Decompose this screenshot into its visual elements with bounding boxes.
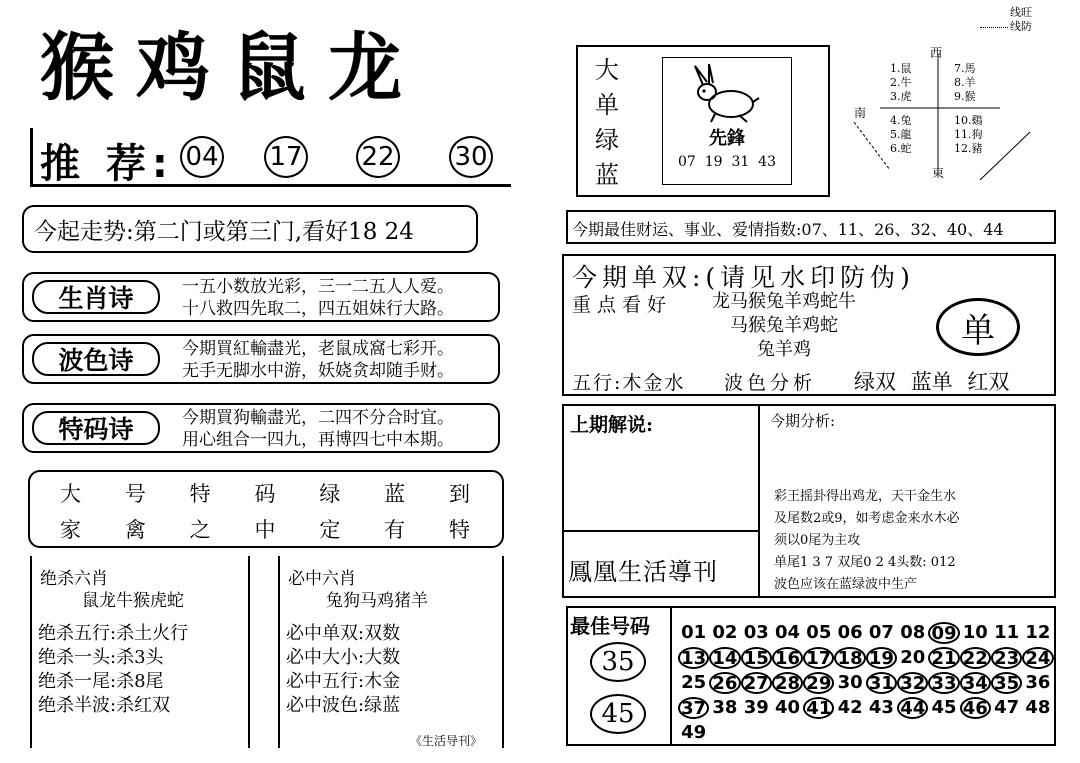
last-title: 上期解说: [570,414,654,436]
compass-east: 東 [932,166,945,180]
slogan-char: 到 [448,482,470,506]
zodiac-item: 12.豬 [954,142,983,155]
ball-number: 03 [743,622,769,643]
ball-number: 49 [681,722,707,743]
zodiac-item: 3.虎 [890,90,912,103]
odd-even-header: 今期单双:(请见水印防伪) [572,263,915,292]
compass-left-top [890,62,912,104]
slogan-char: 特 [189,482,211,506]
compass-legend [1010,6,1032,34]
analysis-line: 单尾1 3 7 双尾0 2 4头数: 012 [774,555,956,570]
zodiac-item: 8.羊 [954,76,976,89]
trend-text: 今起走势:第二门或第三门,看好18 24 [34,218,414,245]
ball-number-circled: 15 [741,647,772,669]
slogan-box [28,470,504,548]
slogan-char: 号 [124,482,146,506]
compass-right-top [954,62,976,104]
slogan-char: 有 [384,518,406,542]
ball-grid [678,620,1056,745]
sure-value: 大数 [364,647,401,668]
kill-six-title: 绝杀六肖 [40,569,108,589]
kill-value: 杀3头 [116,647,164,668]
ball-number: 39 [743,697,769,718]
zodiac-item: 5.龍 [890,128,912,141]
poem-box-color [22,334,500,384]
sure-six-title: 必中六肖 [288,569,356,589]
zodiac-item: 7.馬 [954,62,976,75]
wave-values [854,366,1009,396]
sure-value: 双数 [364,623,401,644]
recommend-number: 30 [449,136,493,178]
wave-label: 波色分析 [724,372,817,394]
kill-key: 绝杀一尾: [38,671,117,692]
legend-line [980,27,1008,28]
poem-tag: 生肖诗 [32,280,160,314]
focus-label: 重点看好 [572,294,673,316]
sure-six-value: 兔狗马鸡猪羊 [326,591,428,611]
analysis-line: 波色应该在蓝绿波中生产 [774,577,918,592]
zodiac-item: 2.牛 [890,76,912,89]
slogan-char: 中 [254,518,276,542]
ball-number: 11 [994,622,1020,643]
odd-even-box [562,254,1056,396]
slogan-char: 家 [60,518,81,542]
ball-number-circled: 29 [803,672,834,694]
vanguard-side [592,53,622,193]
ball-number: 02 [712,622,738,643]
best-pick: 45 [590,694,646,734]
ball-number: 06 [837,622,863,643]
vanguard-numbers: 07 19 31 43 [678,154,776,170]
wave-value: 红双 [967,370,1010,394]
ball-number-circled: 24 [1022,647,1053,669]
vanguard-name: 先鋒 [709,128,745,149]
ball-number-circled: 17 [803,647,834,669]
last-divider [564,530,758,532]
index-text: 今期最佳财运、事业、爱情指数:07、11、26、32、40、44 [572,220,1004,239]
poem-tag: 波色诗 [32,342,160,376]
brand-name: 鳳凰生活導刊 [568,558,718,586]
ball-number-circled: 09 [928,622,959,644]
analysis-title: 今期分析: [770,412,836,430]
ball-number-circled: 19 [866,647,897,669]
ball-number-circled: 31 [866,672,897,694]
recommend-number: 04 [180,136,224,178]
slogan-char: 定 [319,518,341,542]
ball-row [678,720,1056,745]
ball-row [678,695,1056,720]
compass-lines [850,40,1056,190]
ball-number: 05 [806,622,832,643]
ball-number: 45 [931,697,957,718]
kill-value: 杀8尾 [116,671,164,692]
kill-key: 绝杀半波: [38,695,117,716]
best-divider [670,608,672,744]
analysis-line: 及尾数2或9，如考虑金来水木必 [774,511,960,526]
kill-value: 杀土火行 [116,623,189,644]
ball-number: 08 [900,622,926,643]
ball-number: 42 [837,697,863,718]
ball-row [678,645,1056,670]
sure-value: 木金 [364,671,401,692]
ball-number-circled: 33 [928,672,959,694]
slogan-char: 绿 [319,482,341,506]
slogan-char: 码 [254,482,276,506]
focus-line: 龙马猴兔羊鸡蛇牛 [712,291,856,312]
slogan-char: 特 [448,518,470,542]
sure-key: 必中波色: [286,695,365,716]
ball-number-circled: 27 [741,672,772,694]
focus-line: 马猴兔羊鸡蛇 [730,315,838,336]
trend-box [22,205,478,253]
poem-line: 用心组合一四九，再博四七中本期。 [182,430,454,450]
ball-number: 40 [775,697,801,718]
ball-number-circled: 26 [709,672,740,694]
poem-line: 今期買狗輸盡光，二四不分合时宜。 [182,408,454,428]
zodiac-item: 4.兔 [890,114,912,127]
poem-tag: 特码诗 [32,411,160,445]
kill-key: 绝杀五行: [38,623,117,644]
slogan-char: 蓝 [384,482,406,506]
analysis-text [774,486,960,596]
compass-left-bottom [890,114,912,156]
slogan-char: 大 [60,482,81,506]
poem-box-zodiac [22,272,500,322]
ball-number-circled: 23 [991,647,1022,669]
ball-number: 10 [962,622,988,643]
ball-row [678,670,1056,695]
ball-number-circled: 14 [709,647,740,669]
zodiac-item: 10.鷄 [954,114,983,127]
poem-line: 十八救四先取二，四五姐妹行大路。 [182,299,454,319]
wave-value: 蓝单 [910,370,953,394]
ball-number: 01 [681,622,707,643]
zodiac-item: 6.蛇 [890,142,912,155]
ball-number: 38 [712,697,738,718]
slogan-char: 之 [189,518,211,542]
poem-line: 一五小数放光彩，三一二五人人爱。 [182,277,454,297]
zodiac-item: 9.猴 [954,90,976,103]
ball-number: 12 [1025,622,1051,643]
best-pick: 35 [590,642,646,682]
sure-key: 必中大小: [286,647,365,668]
sure-footer: 《生活导刊》 [410,734,483,748]
vanguard-side-char: 绿 [595,126,619,154]
kill-value: 杀红双 [116,695,171,716]
ball-number: 48 [1025,697,1051,718]
wave-value: 绿双 [854,370,896,394]
slogan-row [60,478,470,508]
index-box [566,210,1056,244]
ball-number: 43 [868,697,894,718]
vanguard-card [662,57,792,185]
slogan-row [60,514,470,544]
focus-line: 兔羊鸡 [757,339,811,360]
sure-key: 必中五行: [286,671,365,692]
page-title: 猴鸡鼠龙 [40,25,424,111]
ball-number-circled: 32 [897,672,928,694]
best-title: 最佳号码 [570,614,650,638]
ball-number-circled: 22 [960,647,991,669]
rabbit-icon [685,62,765,126]
sure-value: 绿蓝 [364,695,401,716]
ball-number: 30 [837,672,863,693]
ball-number-circled: 16 [772,647,803,669]
analysis-line: 彩王摇卦得出鸡龙，天干金生水 [774,489,957,504]
ball-number: 20 [900,647,926,668]
ball-number-circled: 28 [772,672,803,694]
analysis-box [562,404,1056,598]
ball-row [678,620,1056,645]
ball-number-circled: 46 [960,697,991,719]
odd-even-badge: 单 [936,298,1020,356]
compass-west: 西 [930,46,943,60]
zodiac-item: 11.狗 [954,128,983,141]
compass-right-bottom [954,114,983,156]
poem-box-special [22,403,500,453]
ball-number: 04 [775,622,801,643]
recommend-label: 推 荐: [40,141,174,187]
legend-item: 线旺 [1010,6,1032,19]
ball-number: 36 [1025,672,1051,693]
kill-panel [30,556,250,748]
vanguard-box [576,45,830,197]
ball-number-circled: 44 [897,697,928,719]
ball-number-circled: 41 [803,697,834,719]
compass-south: 南 [854,106,867,120]
poem-text [182,276,454,320]
ball-number-circled: 18 [834,647,865,669]
legend-item: 线防 [1010,20,1032,33]
poem-line: 今期買紅輸盡光，老鼠成窩七彩开。 [182,339,454,359]
recommend-number: 22 [356,136,400,178]
focus-list [704,290,864,362]
recommend-number: 17 [264,136,308,178]
analysis-divider [758,406,760,596]
ball-number-circled: 21 [928,647,959,669]
ball-number: 47 [994,697,1020,718]
five-elements: 五行:木金水 [572,372,686,394]
poem-text [182,407,454,451]
sure-panel [278,556,504,748]
kill-key: 绝杀一头: [38,647,117,668]
vanguard-side-char: 单 [595,91,619,119]
analysis-line: 须以0尾为主攻 [774,533,861,548]
poem-line: 无手无脚水中游，妖娆贪却随手财。 [182,361,454,381]
sure-key: 必中单双: [286,623,365,644]
vanguard-side-char: 蓝 [595,161,619,189]
ball-number-circled: 37 [678,697,709,719]
ball-number-circled: 13 [678,647,709,669]
vanguard-side-char: 大 [595,56,619,84]
ball-number: 07 [868,622,894,643]
ball-number-circled: 34 [960,672,991,694]
kill-rows [38,622,188,718]
kill-six-value: 鼠龙牛猴虎蛇 [82,591,184,611]
slogan-char: 禽 [124,518,146,542]
zodiac-compass [850,40,1056,190]
zodiac-item: 1.鼠 [890,62,912,75]
ball-number: 25 [681,672,707,693]
sure-rows [286,622,400,718]
ball-number-circled: 35 [991,672,1022,694]
poem-text [182,338,454,382]
